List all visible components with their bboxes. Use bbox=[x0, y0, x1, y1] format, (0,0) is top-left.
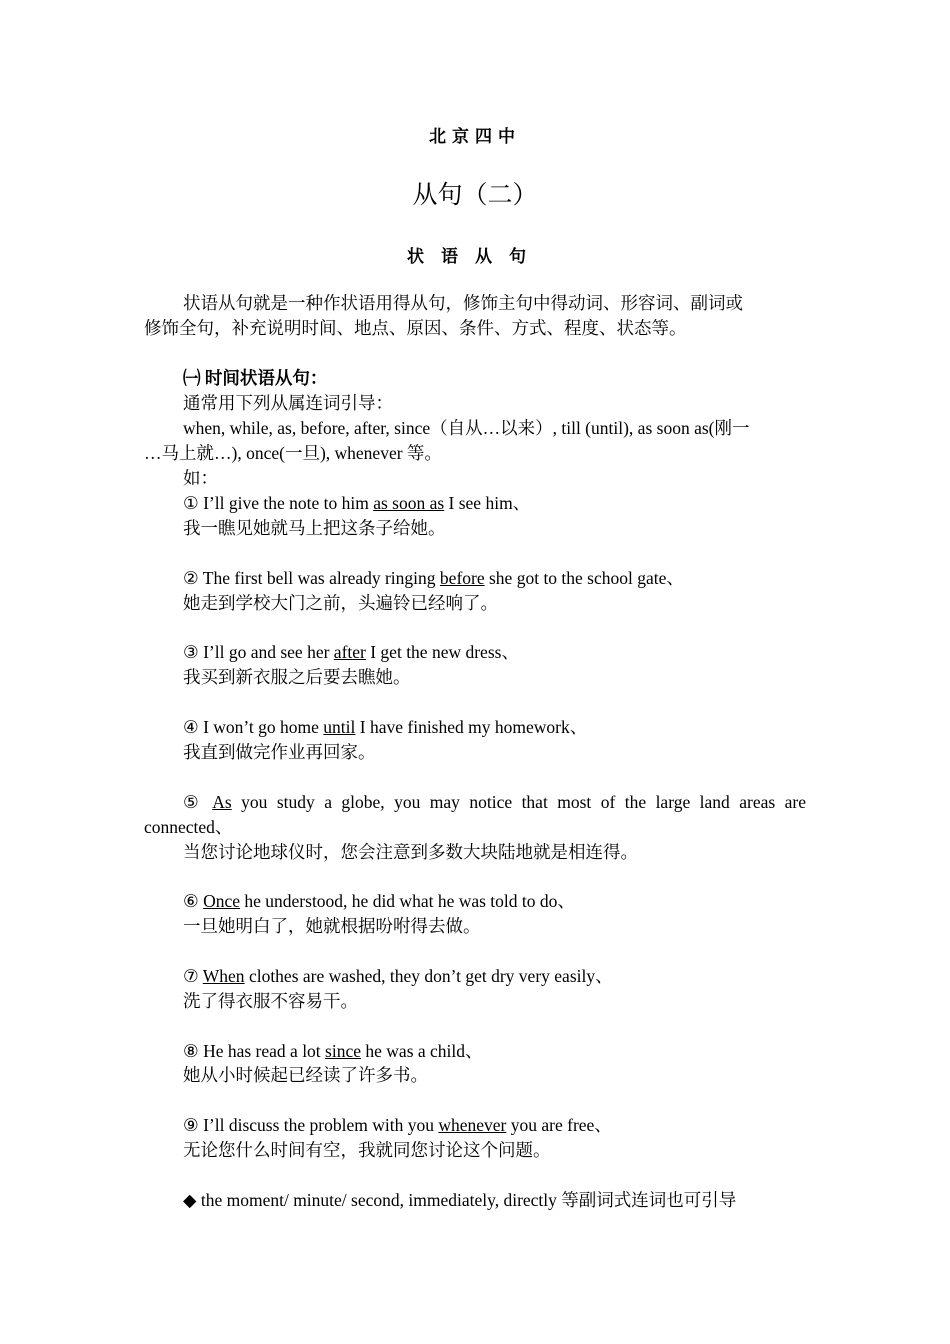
example-text-after: I see him、 bbox=[444, 493, 531, 513]
conjunction-keyword: Once bbox=[203, 891, 241, 911]
example-number: ⑦ bbox=[183, 966, 199, 986]
note-line bbox=[183, 1188, 806, 1213]
example-translation: 我直到做完作业再回家。 bbox=[183, 742, 376, 762]
example-translation: 无论您什么时间有空，我就同您讨论这个问题。 bbox=[183, 1140, 551, 1160]
example-text-before bbox=[204, 792, 212, 812]
example-number: ⑧ bbox=[183, 1041, 199, 1061]
example-text-after: I get the new dress、 bbox=[365, 642, 519, 662]
example-sentence bbox=[183, 715, 806, 740]
example-text-before: I’ll go and see her bbox=[198, 642, 334, 662]
example-sentence bbox=[183, 566, 806, 591]
example-sentence bbox=[183, 964, 806, 989]
example-text-after: clothes are washed, they don’t get dry very easily、 bbox=[244, 966, 613, 986]
example-sentence-continuation: connected、 bbox=[144, 817, 233, 837]
example-label: 如： bbox=[183, 468, 218, 488]
example-text-after: he understood, he did what he was told to do、 bbox=[240, 891, 575, 911]
example-text-before: I’ll discuss the problem with you bbox=[198, 1115, 439, 1135]
example-number: ⑨ bbox=[183, 1115, 199, 1135]
example-sentence bbox=[183, 491, 806, 516]
example-text-before: The first bell was already ringing bbox=[198, 568, 440, 588]
example-sentence bbox=[183, 889, 806, 914]
example-text-after: she got to the school gate、 bbox=[484, 568, 684, 588]
conjunction-keyword: as soon as bbox=[373, 493, 445, 513]
example-number: ① bbox=[183, 493, 199, 513]
intro-paragraph-line-1: 状语从句就是一种作状语用得从句，修饰主句中得动词、形容词、副词或 bbox=[183, 293, 743, 313]
example-translation: 她走到学校大门之前，头遍铃已经响了。 bbox=[183, 593, 498, 613]
example-translation: 她从小时候起已经读了许多书。 bbox=[183, 1065, 428, 1085]
example-translation: 我一瞧见她就马上把这条子给她。 bbox=[183, 518, 446, 538]
example-translation: 一旦她明白了，她就根据吩咐得去做。 bbox=[183, 916, 481, 936]
example-number: ③ bbox=[183, 642, 199, 662]
page-title: 从句（二） bbox=[412, 182, 538, 209]
example-text-before: He has read a lot bbox=[198, 1041, 326, 1061]
intro-paragraph-line-2: 修饰全句，补充说明时间、地点、原因、条件、方式、程度、状态等。 bbox=[144, 318, 687, 338]
conjunction-keyword: since bbox=[325, 1041, 362, 1061]
conjunction-keyword: before bbox=[439, 568, 485, 588]
example-sentence bbox=[183, 1113, 806, 1138]
school-name: 北京四中 bbox=[429, 127, 521, 146]
example-text-after: he was a child、 bbox=[361, 1041, 483, 1061]
section-subtitle: 状语从句 bbox=[407, 247, 543, 266]
conjunction-list-line-2: …马上就…), once(一旦), whenever 等。 bbox=[144, 443, 442, 463]
diamond-bullet-icon: ◆ bbox=[183, 1190, 197, 1210]
example-translation: 洗了得衣服不容易干。 bbox=[183, 991, 358, 1011]
conjunction-list-line-1: when, while, as, before, after, since（自从…以来）, till (until), as soon as(刚一 bbox=[183, 418, 750, 438]
example-text-after: you are free、 bbox=[506, 1115, 612, 1135]
example-sentence bbox=[183, 1039, 806, 1064]
example-number: ⑤ bbox=[183, 792, 204, 812]
conjunction-keyword: whenever bbox=[438, 1115, 507, 1135]
example-sentence bbox=[183, 790, 806, 815]
example-translation: 我买到新衣服之后要去瞧她。 bbox=[183, 667, 411, 687]
example-sentence bbox=[183, 640, 806, 665]
note-text: the moment/ minute/ second, immediately, directly 等副词式连词也可引导 bbox=[196, 1190, 737, 1210]
conjunction-keyword: As bbox=[212, 792, 232, 812]
conjunction-keyword: after bbox=[333, 642, 366, 662]
conjunction-keyword: until bbox=[323, 717, 356, 737]
example-number: ⑥ bbox=[183, 891, 199, 911]
example-text-before: I’ll give the note to him bbox=[198, 493, 374, 513]
example-text-after: you study a globe, you may notice that most of the large land areas are bbox=[231, 792, 806, 812]
section-heading-time-clause: ㈠ 时间状语从句： bbox=[183, 368, 328, 388]
example-number: ④ bbox=[183, 717, 199, 737]
example-text-after: I have finished my homework、 bbox=[355, 717, 588, 737]
example-translation: 当您讨论地球仪时，您会注意到多数大块陆地就是相连得。 bbox=[183, 842, 638, 862]
example-text-before: I won’t go home bbox=[198, 717, 324, 737]
conjunction-keyword: When bbox=[202, 966, 245, 986]
example-number: ② bbox=[183, 568, 199, 588]
conjunction-intro: 通常用下列从属连词引导： bbox=[183, 393, 393, 413]
